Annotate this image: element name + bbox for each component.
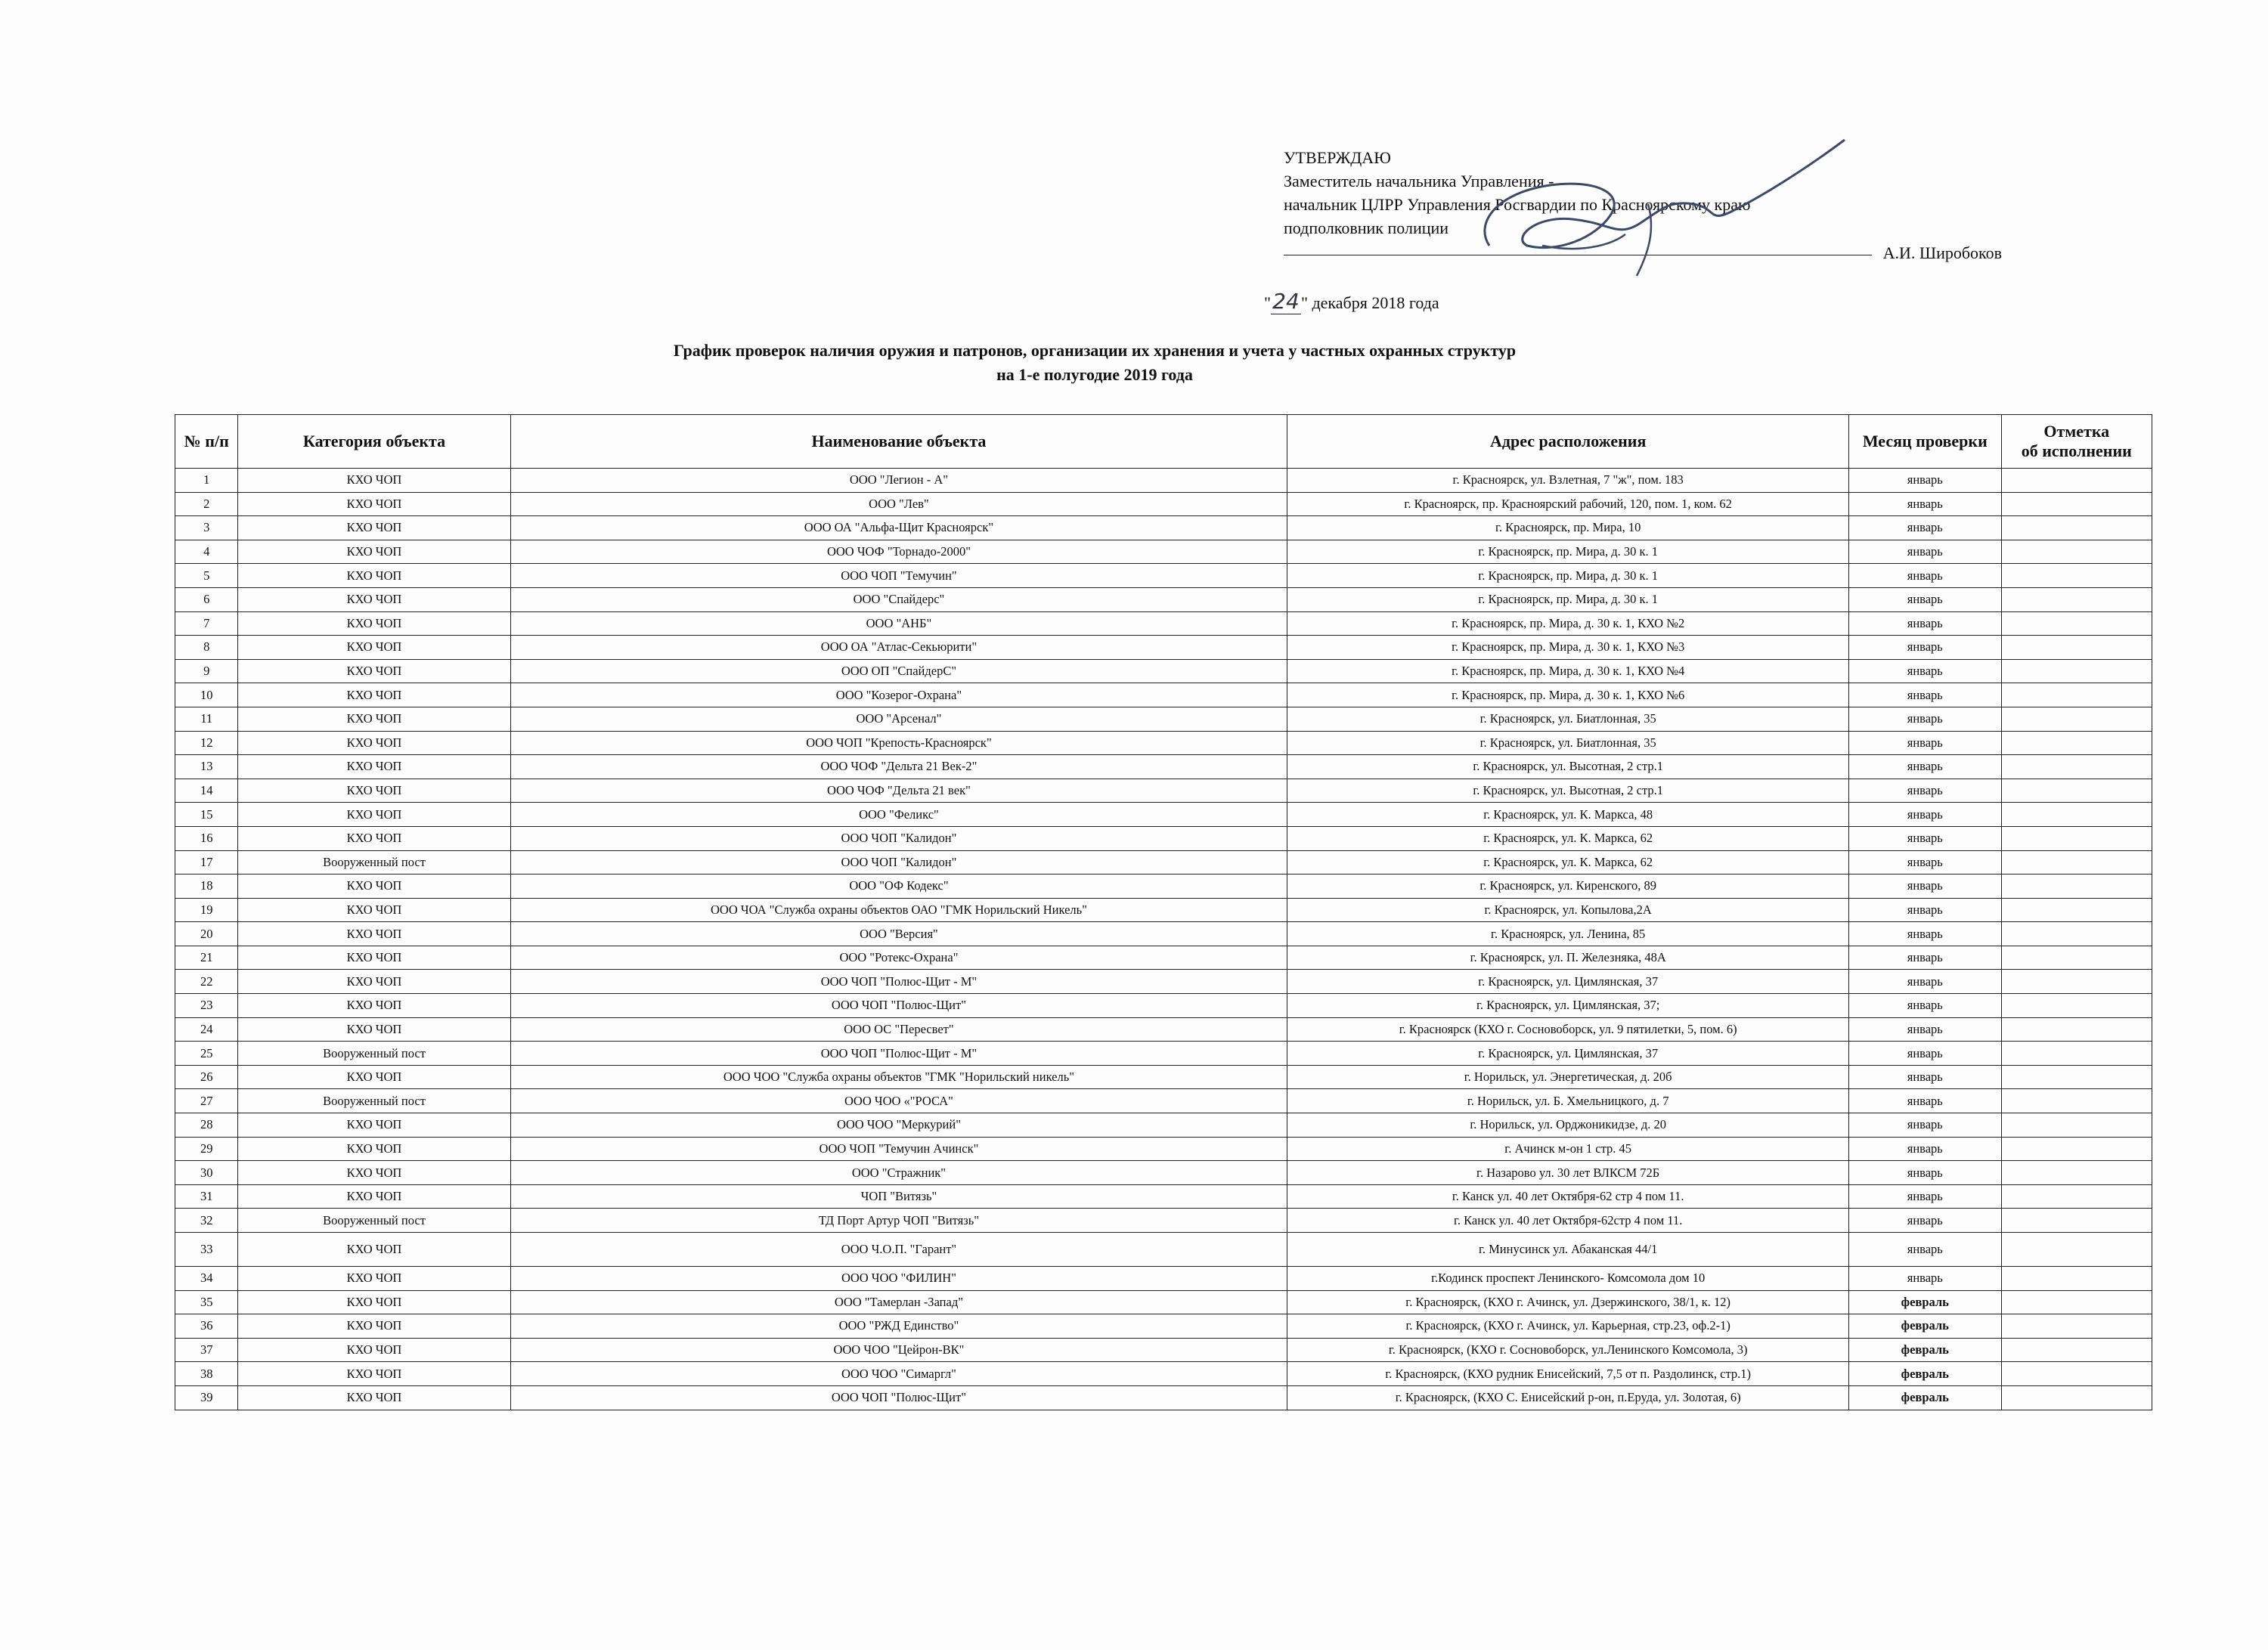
row-address: г. Красноярск, ул. Цимлянская, 37; [1287, 994, 1849, 1018]
row-num: 35 [175, 1290, 238, 1314]
row-mark [2001, 1065, 2152, 1089]
row-category: КХО ЧОП [238, 492, 510, 516]
row-address: г. Красноярск, ул. Биатлонная, 35 [1287, 731, 1849, 755]
table-row [175, 1065, 2152, 1089]
row-address: г. Красноярск, ул. Высотная, 2 стр.1 [1287, 779, 1849, 803]
row-category: КХО ЧОП [238, 922, 510, 946]
row-mark [2001, 898, 2152, 922]
row-month: январь [1849, 611, 2001, 636]
row-category: КХО ЧОП [238, 898, 510, 922]
row-category: КХО ЧОП [238, 1338, 510, 1362]
row-mark [2001, 492, 2152, 516]
table-row [175, 1362, 2152, 1386]
row-mark [2001, 707, 2152, 731]
row-address: г. Красноярск, пр. Мира, д. 30 к. 1, КХО №2 [1287, 611, 1849, 636]
row-month: январь [1849, 1233, 2001, 1267]
row-address: г. Красноярск, (КХО г. Сосновоборск, ул.Ленинского Комсомола, 3) [1287, 1338, 1849, 1362]
row-address: г. Красноярск, ул. Киренского, 89 [1287, 875, 1849, 899]
row-address: г. Минусинск ул. Абаканская 44/1 [1287, 1233, 1849, 1267]
row-num: 2 [175, 492, 238, 516]
row-mark [2001, 469, 2152, 493]
handwritten-signature [1467, 132, 1860, 291]
row-num: 17 [175, 850, 238, 875]
table-row [175, 492, 2152, 516]
row-name: ЧОП "Витязь" [510, 1184, 1287, 1209]
row-address: г. Красноярск, ул. Копылова,2А [1287, 898, 1849, 922]
row-num: 8 [175, 636, 238, 660]
row-num: 10 [175, 683, 238, 707]
row-num: 6 [175, 587, 238, 611]
row-name: ООО ЧОФ "Дельта 21 Век-2" [510, 755, 1287, 779]
row-mark [2001, 564, 2152, 588]
row-month: февраль [1849, 1290, 2001, 1314]
row-address: г. Красноярск, ул. Высотная, 2 стр.1 [1287, 755, 1849, 779]
row-num: 4 [175, 540, 238, 564]
row-name: ООО "ОФ Кодекс" [510, 875, 1287, 899]
row-mark [2001, 922, 2152, 946]
row-category: КХО ЧОП [238, 1161, 510, 1185]
row-name: ООО "Лев" [510, 492, 1287, 516]
row-name: ООО ЧОП "Темучин Ачинск" [510, 1137, 1287, 1161]
row-num: 22 [175, 970, 238, 994]
row-month: январь [1849, 755, 2001, 779]
row-mark [2001, 1017, 2152, 1042]
row-address: г. Красноярск (КХО г. Сосновоборск, ул. 9 пятилетки, 5, пом. 6) [1287, 1017, 1849, 1042]
row-name: ООО ЧОП "Полюс-Щит" [510, 994, 1287, 1018]
date-day: 24 [1271, 289, 1301, 314]
row-mark [2001, 683, 2152, 707]
row-name: ООО "Феликс" [510, 803, 1287, 827]
table-row [175, 683, 2152, 707]
table-row [175, 636, 2152, 660]
row-name: ООО ЧОА "Служба охраны объектов ОАО "ГМК Норильский Никель" [510, 898, 1287, 922]
row-name: ООО ЧОП "Крепость-Красноярск" [510, 731, 1287, 755]
row-month: январь [1849, 1042, 2001, 1066]
row-month: январь [1849, 1161, 2001, 1185]
row-month: январь [1849, 587, 2001, 611]
table-row [175, 826, 2152, 850]
signer-name: А.И. Широбоков [1882, 243, 2002, 262]
row-num: 21 [175, 946, 238, 970]
row-month: январь [1849, 1267, 2001, 1291]
row-address: г. Красноярск, ул. К. Маркса, 62 [1287, 826, 1849, 850]
row-name: ООО ОП "СпайдерС" [510, 659, 1287, 683]
row-month: январь [1849, 803, 2001, 827]
inspection-schedule-table [175, 414, 2152, 1410]
table-row [175, 755, 2152, 779]
table-row [175, 659, 2152, 683]
row-num: 25 [175, 1042, 238, 1066]
row-mark [2001, 636, 2152, 660]
table-row [175, 922, 2152, 946]
row-month: февраль [1849, 1385, 2001, 1410]
row-month: январь [1849, 731, 2001, 755]
row-month: январь [1849, 707, 2001, 731]
row-month: январь [1849, 1184, 2001, 1209]
row-category: КХО ЧОП [238, 803, 510, 827]
row-category: КХО ЧОП [238, 540, 510, 564]
table-row [175, 1161, 2152, 1185]
table-row [175, 516, 2152, 540]
table-row [175, 469, 2152, 493]
row-name: ООО ЧОО "Цейрон-ВК" [510, 1338, 1287, 1362]
row-month: январь [1849, 1017, 2001, 1042]
row-num: 1 [175, 469, 238, 493]
row-mark [2001, 1338, 2152, 1362]
row-mark [2001, 970, 2152, 994]
row-category: КХО ЧОП [238, 1385, 510, 1410]
row-num: 16 [175, 826, 238, 850]
row-address: г. Красноярск, (КХО г. Ачинск, ул. Дзержинского, 38/1, к. 12) [1287, 1290, 1849, 1314]
row-mark [2001, 731, 2152, 755]
row-name: ООО "Козерог-Охрана" [510, 683, 1287, 707]
approval-date [1264, 289, 1439, 314]
table-row [175, 1184, 2152, 1209]
row-month: январь [1849, 659, 2001, 683]
row-address: г. Красноярск, пр. Мира, д. 30 к. 1 [1287, 587, 1849, 611]
row-address: г. Красноярск, пр. Мира, д. 30 к. 1 [1287, 540, 1849, 564]
document-title [0, 339, 2189, 387]
row-month: февраль [1849, 1338, 2001, 1362]
row-address: г. Канск ул. 40 лет Октября-62 стр 4 пом 11. [1287, 1184, 1849, 1209]
row-category: Вооруженный пост [238, 850, 510, 875]
row-category: КХО ЧОП [238, 731, 510, 755]
table-header-row [175, 415, 2152, 469]
row-num: 26 [175, 1065, 238, 1089]
row-month: январь [1849, 636, 2001, 660]
table-row [175, 1209, 2152, 1233]
row-month: январь [1849, 898, 2001, 922]
approval-heading: УТВЕРЖДАЮ [1284, 148, 1391, 167]
table-row [175, 946, 2152, 970]
row-mark [2001, 803, 2152, 827]
row-address: г. Красноярск, ул. Цимлянская, 37 [1287, 970, 1849, 994]
row-num: 15 [175, 803, 238, 827]
row-name: ООО ЧОФ "Дельта 21 век" [510, 779, 1287, 803]
table-row [175, 1017, 2152, 1042]
row-category: КХО ЧОП [238, 659, 510, 683]
table-row [175, 540, 2152, 564]
table-row [175, 611, 2152, 636]
row-mark [2001, 1233, 2152, 1267]
row-category: КХО ЧОП [238, 1113, 510, 1138]
row-num: 29 [175, 1137, 238, 1161]
table-row [175, 850, 2152, 875]
row-mark [2001, 755, 2152, 779]
row-mark [2001, 1042, 2152, 1066]
table-row [175, 1042, 2152, 1066]
row-category: КХО ЧОП [238, 779, 510, 803]
row-num: 30 [175, 1161, 238, 1185]
row-name: ООО "Ротекс-Охрана" [510, 946, 1287, 970]
row-name: ООО "Спайдерс" [510, 587, 1287, 611]
row-num: 14 [175, 779, 238, 803]
row-category: КХО ЧОП [238, 875, 510, 899]
header-month: Месяц проверки [1849, 415, 2001, 469]
row-name: ООО "Арсенал" [510, 707, 1287, 731]
row-name: ООО ОА "Атлас-Секьюрити" [510, 636, 1287, 660]
header-num: № п/п [175, 415, 238, 469]
row-address: г. Норильск, ул. Энергетическая, д. 20б [1287, 1065, 1849, 1089]
row-address: г. Красноярск, пр. Мира, д. 30 к. 1, КХО №3 [1287, 636, 1849, 660]
row-category: КХО ЧОП [238, 946, 510, 970]
table-row [175, 803, 2152, 827]
row-address: г. Красноярск, (КХО рудник Енисейский, 7,5 от п. Раздолинск, стр.1) [1287, 1362, 1849, 1386]
row-category: КХО ЧОП [238, 1065, 510, 1089]
row-category: КХО ЧОП [238, 1184, 510, 1209]
row-name: ООО "Легион - А" [510, 469, 1287, 493]
row-mark [2001, 1290, 2152, 1314]
row-num: 3 [175, 516, 238, 540]
row-month: январь [1849, 922, 2001, 946]
table-row [175, 1385, 2152, 1410]
row-address: г. Красноярск, пр. Мира, д. 30 к. 1, КХО №4 [1287, 659, 1849, 683]
row-address: г. Норильск, ул. Орджоникидзе, д. 20 [1287, 1113, 1849, 1138]
row-mark [2001, 1314, 2152, 1339]
row-address: г. Ачинск м-он 1 стр. 45 [1287, 1137, 1849, 1161]
row-mark [2001, 516, 2152, 540]
row-address: г.Кодинск проспект Ленинского- Комсомола дом 10 [1287, 1267, 1849, 1291]
table-row [175, 970, 2152, 994]
table-row [175, 898, 2152, 922]
row-num: 12 [175, 731, 238, 755]
table-row [175, 1338, 2152, 1362]
row-mark [2001, 540, 2152, 564]
row-month: январь [1849, 826, 2001, 850]
table-row [175, 994, 2152, 1018]
table-row [175, 1290, 2152, 1314]
row-name: ООО Ч.О.П. "Гарант" [510, 1233, 1287, 1267]
table-row [175, 1267, 2152, 1291]
row-num: 13 [175, 755, 238, 779]
row-category: КХО ЧОП [238, 1233, 510, 1267]
row-num: 28 [175, 1113, 238, 1138]
row-name: ООО ЧОО "Симаргл" [510, 1362, 1287, 1386]
row-name: ООО ЧОО «"РОСА" [510, 1089, 1287, 1113]
row-address: г. Красноярск, пр. Красноярский рабочий, 120, пом. 1, ком. 62 [1287, 492, 1849, 516]
row-mark [2001, 1137, 2152, 1161]
row-name: ООО ЧОП "Полюс-Щит" [510, 1385, 1287, 1410]
row-address: г. Красноярск, (КХО С. Енисейский р-он, п.Еруда, ул. Золотая, 6) [1287, 1385, 1849, 1410]
row-mark [2001, 1089, 2152, 1113]
row-num: 27 [175, 1089, 238, 1113]
row-name: ООО ЧОП "Темучин" [510, 564, 1287, 588]
table-row [175, 1089, 2152, 1113]
table-row [175, 1113, 2152, 1138]
row-address: г. Красноярск, ул. К. Маркса, 62 [1287, 850, 1849, 875]
row-month: январь [1849, 994, 2001, 1018]
row-num: 39 [175, 1385, 238, 1410]
row-category: КХО ЧОП [238, 564, 510, 588]
row-category: КХО ЧОП [238, 755, 510, 779]
table-row [175, 779, 2152, 803]
table-row [175, 587, 2152, 611]
row-month: январь [1849, 516, 2001, 540]
row-category: Вооруженный пост [238, 1042, 510, 1066]
row-name: ООО ЧОО "Служба охраны объектов "ГМК "Норильский никель" [510, 1065, 1287, 1089]
table-row [175, 1314, 2152, 1339]
row-category: КХО ЧОП [238, 1017, 510, 1042]
row-mark [2001, 875, 2152, 899]
approval-position-line2: начальник ЦЛРР Управления Росгвардии по Красноярскому краю [1284, 195, 1751, 214]
row-category: Вооруженный пост [238, 1209, 510, 1233]
row-num: 23 [175, 994, 238, 1018]
header-mark: Отметка об исполнении [2001, 415, 2152, 469]
row-category: КХО ЧОП [238, 994, 510, 1018]
row-category: КХО ЧОП [238, 611, 510, 636]
row-category: КХО ЧОП [238, 707, 510, 731]
row-address: г. Красноярск, ул. Ленина, 85 [1287, 922, 1849, 946]
row-category: КХО ЧОП [238, 1137, 510, 1161]
row-month: январь [1849, 875, 2001, 899]
table-row [175, 731, 2152, 755]
title-line1: График проверок наличия оружия и патронов, организации их хранения и учета у частных охранных структур [673, 341, 1517, 360]
header-address: Адрес расположения [1287, 415, 1849, 469]
row-category: КХО ЧОП [238, 516, 510, 540]
row-num: 5 [175, 564, 238, 588]
row-mark [2001, 1267, 2152, 1291]
row-num: 31 [175, 1184, 238, 1209]
row-month: январь [1849, 1065, 2001, 1089]
row-month: январь [1849, 469, 2001, 493]
row-mark [2001, 1184, 2152, 1209]
row-mark [2001, 1113, 2152, 1138]
table-row [175, 875, 2152, 899]
row-mark [2001, 779, 2152, 803]
table-row [175, 1233, 2152, 1267]
row-month: февраль [1849, 1314, 2001, 1339]
row-category: КХО ЧОП [238, 587, 510, 611]
row-category: КХО ЧОП [238, 1314, 510, 1339]
row-address: г. Красноярск, пр. Мира, д. 30 к. 1 [1287, 564, 1849, 588]
row-address: г. Красноярск, пр. Мира, 10 [1287, 516, 1849, 540]
row-category: КХО ЧОП [238, 1290, 510, 1314]
row-mark [2001, 611, 2152, 636]
row-month: январь [1849, 564, 2001, 588]
row-category: Вооруженный пост [238, 1089, 510, 1113]
row-name: ООО "Стражник" [510, 1161, 1287, 1185]
row-category: КХО ЧОП [238, 683, 510, 707]
table-row [175, 564, 2152, 588]
row-name: ООО ЧОО "Меркурий" [510, 1113, 1287, 1138]
approval-rank: подполковник полиции [1284, 218, 1449, 237]
row-category: КХО ЧОП [238, 1362, 510, 1386]
row-num: 11 [175, 707, 238, 731]
row-address: г. Норильск, ул. Б. Хмельницкого, д. 7 [1287, 1089, 1849, 1113]
row-name: ООО "АНБ" [510, 611, 1287, 636]
row-month: февраль [1849, 1362, 2001, 1386]
row-name: ООО ЧОП "Полюс-Щит - М" [510, 970, 1287, 994]
row-month: январь [1849, 492, 2001, 516]
row-mark [2001, 587, 2152, 611]
row-num: 18 [175, 875, 238, 899]
row-name: ООО ЧОП "Полюс-Щит - М" [510, 1042, 1287, 1066]
row-name: ООО ЧОП "Калидон" [510, 826, 1287, 850]
row-num: 33 [175, 1233, 238, 1267]
row-address: г. Красноярск, пр. Мира, д. 30 к. 1, КХО №6 [1287, 683, 1849, 707]
row-name: ООО ОА "Альфа-Щит Красноярск" [510, 516, 1287, 540]
approval-position-line1: Заместитель начальника Управления - [1284, 172, 1554, 190]
row-num: 32 [175, 1209, 238, 1233]
row-address: г. Красноярск, ул. Биатлонная, 35 [1287, 707, 1849, 731]
row-address: г. Назарово ул. 30 лет ВЛКСМ 72Б [1287, 1161, 1849, 1185]
row-mark [2001, 826, 2152, 850]
row-name: ООО "РЖД Единство" [510, 1314, 1287, 1339]
table-row [175, 1137, 2152, 1161]
row-month: январь [1849, 683, 2001, 707]
row-mark [2001, 946, 2152, 970]
row-name: ООО "Тамерлан -Запад" [510, 1290, 1287, 1314]
row-num: 19 [175, 898, 238, 922]
row-month: январь [1849, 540, 2001, 564]
row-num: 24 [175, 1017, 238, 1042]
date-open-quote: " [1264, 293, 1271, 312]
header-category: Категория объекта [238, 415, 510, 469]
title-line2: на 1-е полугодие 2019 года [996, 365, 1193, 384]
row-category: КХО ЧОП [238, 636, 510, 660]
row-month: январь [1849, 1113, 2001, 1138]
row-name: ООО ЧОФ "Торнадо-2000" [510, 540, 1287, 564]
row-address: г. Красноярск, ул. П. Железняка, 48А [1287, 946, 1849, 970]
row-address: г. Канск ул. 40 лет Октября-62стр 4 пом 11. [1287, 1209, 1849, 1233]
row-category: КХО ЧОП [238, 826, 510, 850]
row-month: январь [1849, 946, 2001, 970]
row-month: январь [1849, 779, 2001, 803]
row-mark [2001, 1362, 2152, 1386]
row-address: г. Красноярск, ул. К. Маркса, 48 [1287, 803, 1849, 827]
row-mark [2001, 1209, 2152, 1233]
row-month: январь [1849, 1089, 2001, 1113]
row-name: ТД Порт Артур ЧОП "Витязь" [510, 1209, 1287, 1233]
row-num: 7 [175, 611, 238, 636]
row-address: г. Красноярск, (КХО г. Ачинск, ул. Карьерная, стр.23, оф.2-1) [1287, 1314, 1849, 1339]
row-category: КХО ЧОП [238, 1267, 510, 1291]
row-name: ООО ОС "Пересвет" [510, 1017, 1287, 1042]
row-mark [2001, 1385, 2152, 1410]
row-mark [2001, 850, 2152, 875]
row-name: ООО ЧОО "ФИЛИН" [510, 1267, 1287, 1291]
date-month-year: " декабря 2018 года [1300, 293, 1439, 312]
row-month: январь [1849, 1137, 2001, 1161]
row-num: 34 [175, 1267, 238, 1291]
row-name: ООО ЧОП "Калидон" [510, 850, 1287, 875]
row-num: 38 [175, 1362, 238, 1386]
row-month: январь [1849, 1209, 2001, 1233]
row-num: 36 [175, 1314, 238, 1339]
row-address: г. Красноярск, ул. Цимлянская, 37 [1287, 1042, 1849, 1066]
row-num: 20 [175, 922, 238, 946]
row-category: КХО ЧОП [238, 970, 510, 994]
row-category: КХО ЧОП [238, 469, 510, 493]
row-num: 9 [175, 659, 238, 683]
row-mark [2001, 1161, 2152, 1185]
row-address: г. Красноярск, ул. Взлетная, 7 "ж", пом. 183 [1287, 469, 1849, 493]
row-month: январь [1849, 850, 2001, 875]
table-row [175, 707, 2152, 731]
header-name: Наименование объекта [510, 415, 1287, 469]
row-month: январь [1849, 970, 2001, 994]
row-name: ООО "Версия" [510, 922, 1287, 946]
row-num: 37 [175, 1338, 238, 1362]
row-mark [2001, 994, 2152, 1018]
row-mark [2001, 659, 2152, 683]
